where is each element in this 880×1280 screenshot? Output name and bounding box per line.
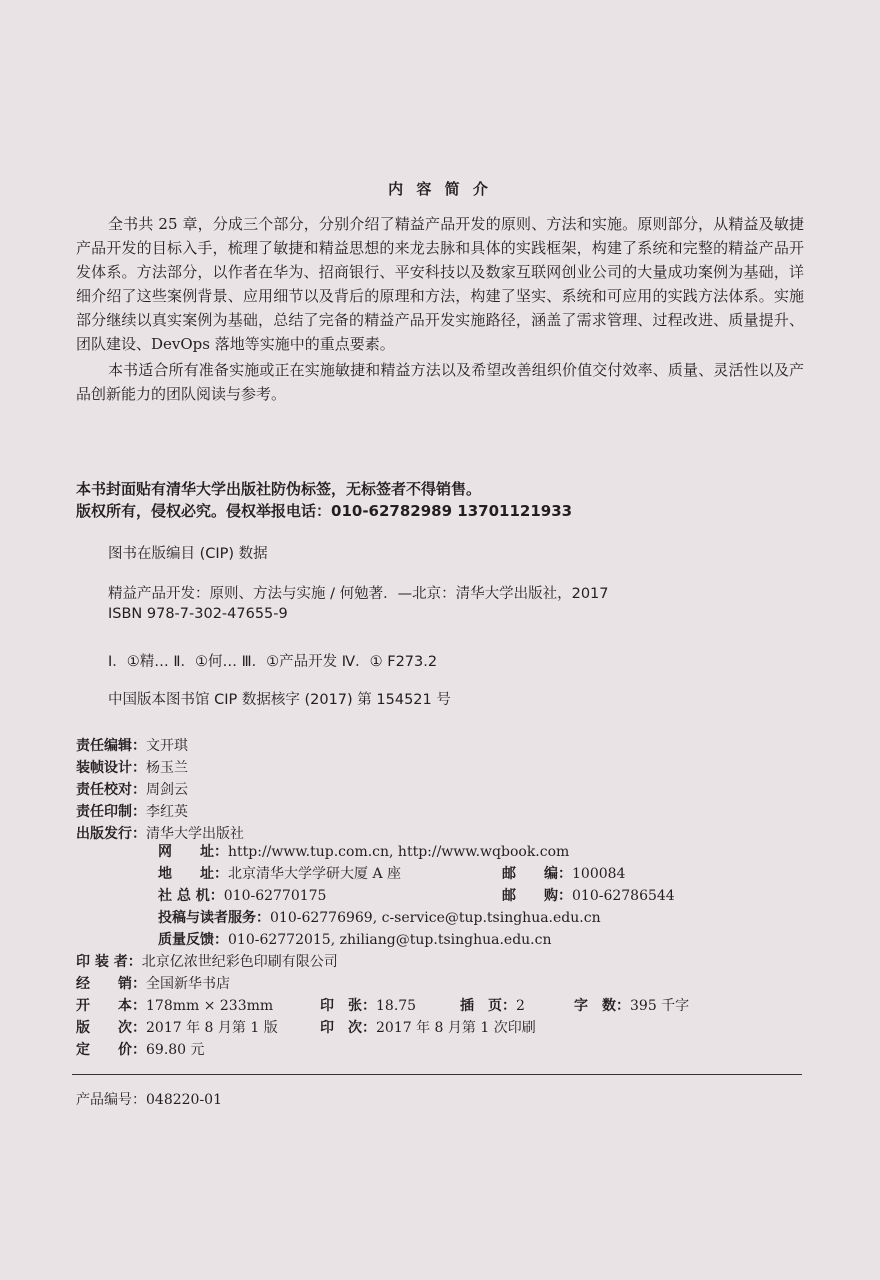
- sheets-row: [320, 996, 416, 1016]
- divider: [72, 1074, 802, 1075]
- proof-label: 责任校对：: [76, 782, 146, 798]
- submission-row: [158, 908, 601, 928]
- impression-label: 印 次：: [320, 1020, 376, 1036]
- edition-value: 2017 年 8 月第 1 版: [146, 1020, 278, 1036]
- impression-row: [320, 1018, 536, 1038]
- cip-record-number: 中国版本图书馆 CIP 数据核字 (2017) 第 154521 号: [108, 692, 451, 708]
- proof-row: [76, 780, 188, 800]
- product-code-row: [76, 1090, 222, 1110]
- cip-title-line: 精益产品开发：原则、方法与实施 / 何勉著．—北京：清华大学出版社，2017: [108, 586, 609, 602]
- zipcode-row: [502, 864, 625, 884]
- switchboard-value: 010-62770175: [223, 888, 327, 904]
- inserts-row: [460, 996, 525, 1016]
- price-label: 定 价：: [76, 1042, 146, 1058]
- address-row: [158, 864, 401, 884]
- edition-label: 版 次：: [76, 1020, 146, 1036]
- quality-feedback-label: 质量反馈：: [158, 932, 228, 948]
- address-label: 地 址：: [158, 866, 228, 882]
- price-value: 69.80 元: [146, 1042, 205, 1058]
- mail-order-value: 010-62786544: [572, 888, 675, 904]
- format-label: 开 本：: [76, 998, 146, 1014]
- editor-label: 责任编辑：: [76, 738, 146, 754]
- format-row: [76, 996, 273, 1016]
- design-label: 装帧设计：: [76, 760, 146, 776]
- publisher-value: 清华大学出版社: [146, 826, 244, 842]
- printer-label: 印 装 者：: [76, 954, 142, 970]
- print-manager-label: 责任印制：: [76, 804, 146, 820]
- sheets-label: 印 张：: [320, 998, 376, 1014]
- distributor-row: [76, 974, 230, 994]
- submission-label: 投稿与读者服务：: [158, 910, 270, 926]
- page-title: 内 容 简 介: [388, 180, 492, 198]
- print-manager-row: [76, 802, 188, 822]
- cip-heading: 图书在版编目 (CIP) 数据: [108, 546, 268, 562]
- inserts-label: 插 页：: [460, 998, 516, 1014]
- quality-feedback-value: 010-62772015, zhiliang@tup.tsinghua.edu.cn: [228, 932, 552, 948]
- publisher-row: [76, 824, 244, 844]
- cip-classification: Ⅰ．①精… Ⅱ．①何… Ⅲ．①产品开发 Ⅳ．① F273.2: [108, 654, 438, 670]
- design-row: [76, 758, 188, 778]
- summary-paragraph-1: 全书共 25 章，分成三个部分，分别介绍了精益产品开发的原则、方法和实施。原则部分，从精益及敏捷产品开发的目标入手，梳理了敏捷和精益思想的来龙去脉和具体的实践框架，构建了系统和完整的精益产品开发体系。方法部分，以作者在华为、招商银行、平安科技以及数家互联网创业公司的大量成功案例为基础，详细介绍了这些案例背景、应用细节以及背后的原理和方法，构建了坚实、系统和可应用的实践方法体系。实施部分继续以真实案例为基础，总结了完备的精益产品开发实施路径，涵盖了需求管理、过程改进、质量提升、团队建设、DevOps 落地等实施中的重点要素。: [76, 215, 804, 353]
- copyright-notice: 版权所有，侵权必究。侵权举报电话：010-62782989 13701121933: [76, 502, 573, 520]
- anti-counterfeit-notice: 本书封面贴有清华大学出版社防伪标签，无标签者不得销售。: [76, 480, 482, 498]
- product-code-label: 产品编号：: [76, 1092, 146, 1108]
- mail-order-row: [502, 886, 675, 906]
- design-value: 杨玉兰: [146, 760, 188, 776]
- website-label: 网 址：: [158, 844, 228, 860]
- print-manager-value: 李红英: [146, 804, 188, 820]
- word-count-label: 字 数：: [574, 998, 630, 1014]
- address-value: 北京清华大学学研大厦 A 座: [228, 866, 402, 882]
- impression-value: 2017 年 8 月第 1 次印刷: [376, 1020, 536, 1036]
- sheets-value: 18.75: [376, 998, 417, 1014]
- submission-value: 010-62776969, c-service@tup.tsinghua.edu.cn: [270, 910, 601, 926]
- proof-value: 周剑云: [146, 782, 188, 798]
- word-count-row: [574, 996, 689, 1016]
- switchboard-label: 社 总 机：: [158, 888, 224, 904]
- website-value: http://www.tup.com.cn, http://www.wqbook.com: [228, 844, 570, 860]
- editor-row: [76, 736, 188, 756]
- summary-paragraph-2: 本书适合所有准备实施或正在实施敏捷和精益方法以及希望改善组织价值交付效率、质量、灵活性以及产品创新能力的团队阅读与参考。: [76, 361, 804, 403]
- switchboard-row: [158, 886, 326, 906]
- printer-row: [76, 952, 338, 972]
- mail-order-label: 邮 购：: [502, 888, 572, 904]
- printer-value: 北京亿浓世纪彩色印刷有限公司: [141, 954, 338, 970]
- inserts-value: 2: [516, 998, 525, 1014]
- website-row: [158, 842, 569, 862]
- product-code-value: 048220-01: [146, 1092, 222, 1108]
- distributor-value: 全国新华书店: [146, 976, 230, 992]
- price-row: [76, 1040, 205, 1060]
- quality-feedback-row: [158, 930, 551, 950]
- format-value: 178mm × 233mm: [146, 998, 274, 1014]
- distributor-label: 经 销：: [76, 976, 146, 992]
- publisher-label: 出版发行：: [76, 826, 146, 842]
- zipcode-value: 100084: [572, 866, 626, 882]
- word-count-value: 395 千字: [630, 998, 690, 1014]
- editor-value: 文开琪: [146, 738, 188, 754]
- edition-row: [76, 1018, 278, 1038]
- cip-isbn: ISBN 978-7-302-47655-9: [108, 606, 288, 622]
- zipcode-label: 邮 编：: [502, 866, 572, 882]
